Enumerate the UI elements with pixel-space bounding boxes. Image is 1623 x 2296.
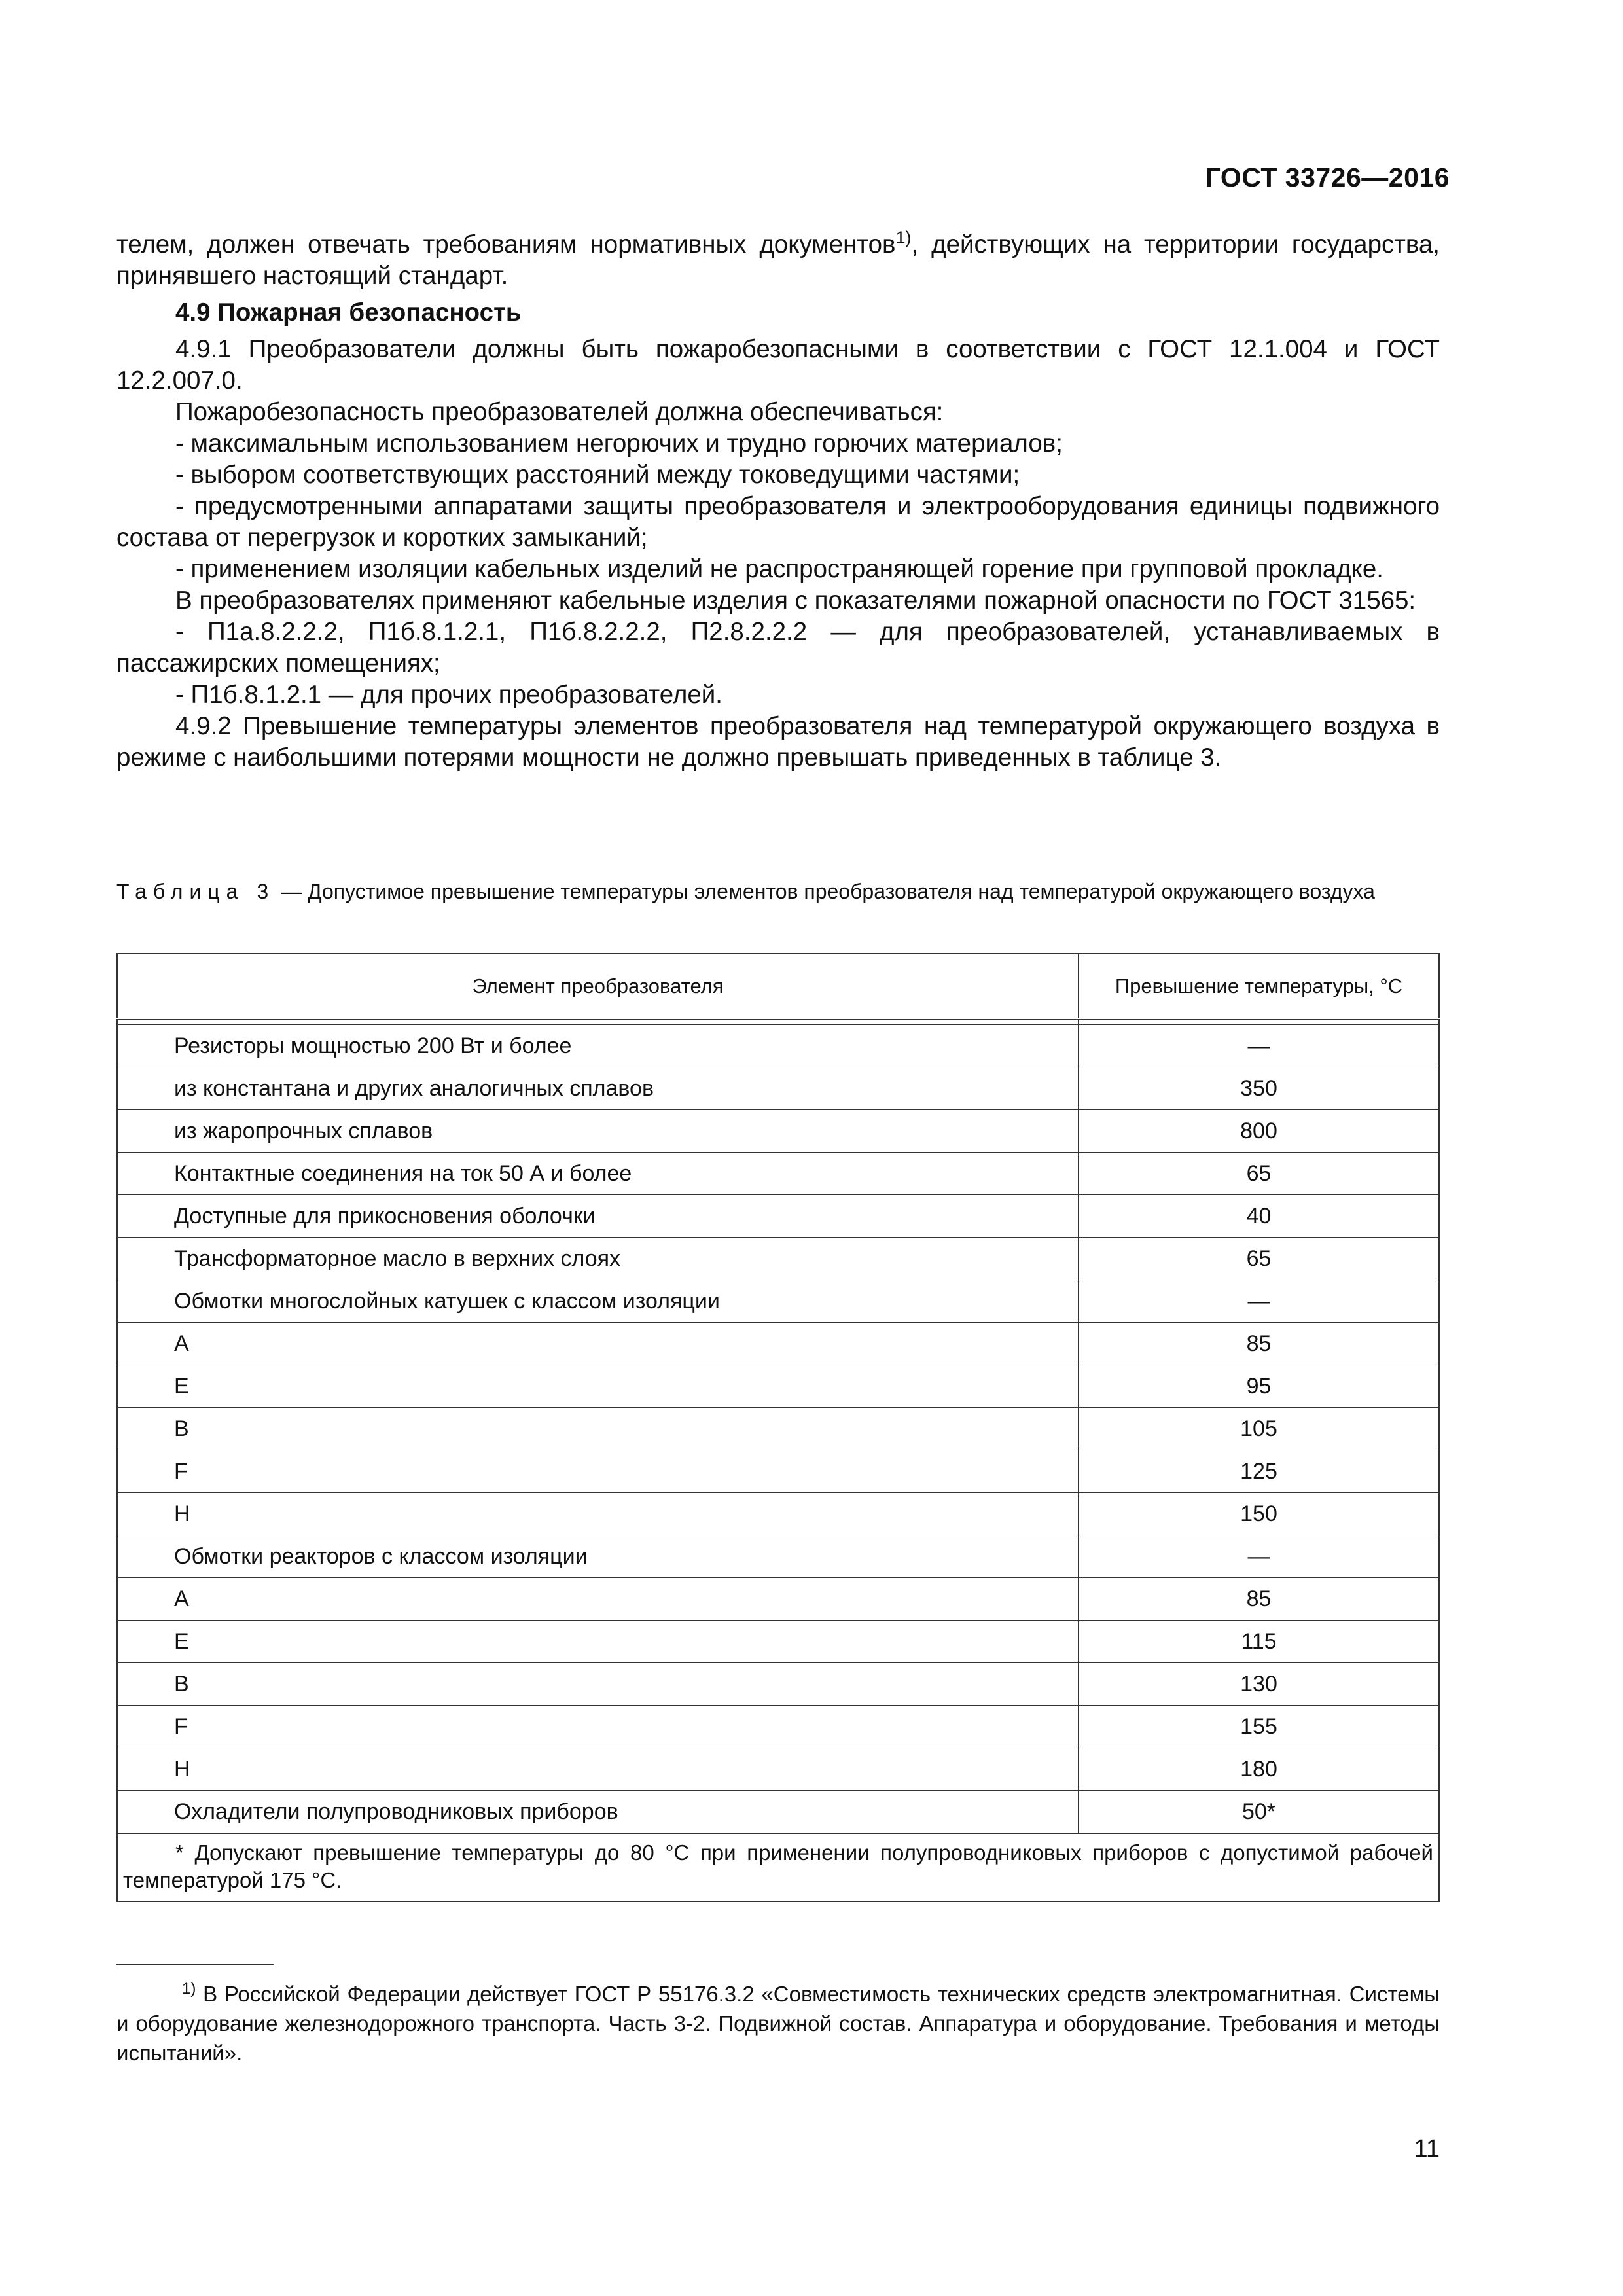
table-note-row (117, 1833, 1439, 1901)
element-cell: из константана и других аналогичных сплавов (117, 1067, 1079, 1110)
column-header-element: Элемент преобразователя (117, 954, 1079, 1019)
table-row (117, 1408, 1439, 1450)
table-row (117, 1323, 1439, 1365)
paragraph-4-9-1: 4.9.1 Преобразователи должны быть пожаробезопасными в соответствии с ГОСТ 12.1.004 и ГОСТ 12.2.007.0. (116, 335, 1440, 395)
temperature-cell: 65 (1079, 1153, 1439, 1195)
element-cell: Е (117, 1365, 1079, 1408)
element-cell: Резисторы мощностью 200 Вт и более (117, 1025, 1079, 1067)
temperature-cell: 65 (1079, 1238, 1439, 1280)
footnote (116, 1979, 1440, 2068)
table-row (117, 1535, 1439, 1578)
table-row (117, 1578, 1439, 1621)
table-row (117, 1663, 1439, 1706)
paragraph-fire-safety: Пожаробезопасность преобразователей должна обеспечиваться: (175, 398, 944, 426)
element-cell: В (117, 1408, 1079, 1450)
temperature-cell: 130 (1079, 1663, 1439, 1706)
list-item: - предусмотренными аппаратами защиты преобразователя и электрооборудования единицы подвижного состава от перегрузок и коротких замыканий; (116, 492, 1440, 552)
element-cell: из жаропрочных сплавов (117, 1110, 1079, 1153)
table-body (117, 1019, 1439, 1902)
element-cell: Е (117, 1621, 1079, 1663)
list-item: - применением изоляции кабельных изделий не распространяющей горение при групповой прокладке. (175, 555, 1384, 583)
temperature-cell: — (1079, 1280, 1439, 1323)
table-row (117, 1280, 1439, 1323)
paragraph-continuation (116, 229, 1440, 292)
paragraph-4-9-2: 4.9.2 Превышение температуры элементов преобразователя над температурой окружающего воздуха в режиме с наибольшими потерями мощности не должно превышать приведенных в таблице 3. (116, 712, 1440, 772)
table-row (117, 1621, 1439, 1663)
paragraph-text: , действующих на территории государства, принявшего настоящий стандарт. (116, 230, 1440, 290)
temperature-cell: — (1079, 1025, 1439, 1067)
table-note: * Допускают превышение температуры до 80 °С при применении полупроводниковых приборов с допустимой рабочей температурой 175 °С. (117, 1833, 1439, 1901)
table-caption-text: — Допустимое превышение температуры элементов преобразователя над температурой окружающего воздуха (275, 880, 1375, 903)
footnote-marker: 1) (182, 1980, 196, 1998)
temperature-cell: 155 (1079, 1706, 1439, 1748)
element-cell: Доступные для прикосновения оболочки (117, 1195, 1079, 1238)
temperature-cell: 40 (1079, 1195, 1439, 1238)
standard-code-header: ГОСТ 33726—2016 (1205, 162, 1450, 192)
table-row (117, 1110, 1439, 1153)
temperature-cell: 125 (1079, 1450, 1439, 1493)
temperature-cell: 95 (1079, 1365, 1439, 1408)
list-item: - П1б.8.1.2.1 — для прочих преобразователей. (175, 681, 722, 709)
table-caption-label: Таблица 3 (116, 880, 276, 903)
temperature-cell: 800 (1079, 1110, 1439, 1153)
paragraph-cables: В преобразователях применяют кабельные изделия с показателями пожарной опасности по ГОСТ 31565: (175, 586, 1416, 615)
table-row (117, 1067, 1439, 1110)
footnote-divider (116, 1964, 274, 1965)
temperature-table (116, 953, 1440, 1902)
list-item: - выбором соответствующих расстояний между токоведущими частями; (175, 461, 1020, 489)
element-cell: Трансформаторное масло в верхних слоях (117, 1238, 1079, 1280)
footnote-text: В Российской Федерации действует ГОСТ Р 55176.3.2 «Совместимость технических средств электромагнитная. Системы и оборудование железнодорожного транспорта. Часть 3-2. Подвижной состав. Аппаратура и оборудование. Требования и методы испытаний». (116, 1982, 1440, 2065)
element-cell: Н (117, 1493, 1079, 1535)
element-cell: Охладители полупроводниковых приборов (117, 1791, 1079, 1834)
element-cell: В (117, 1663, 1079, 1706)
temperature-cell: 85 (1079, 1578, 1439, 1621)
element-cell: F (117, 1450, 1079, 1493)
temperature-cell: 150 (1079, 1493, 1439, 1535)
table-row (117, 1365, 1439, 1408)
table-header-row (117, 954, 1439, 1019)
table-row (117, 1748, 1439, 1791)
element-cell: Н (117, 1748, 1079, 1791)
temperature-cell: 85 (1079, 1323, 1439, 1365)
column-header-temperature: Превышение температуры, °С (1079, 954, 1439, 1019)
element-cell: F (117, 1706, 1079, 1748)
table-row (117, 1493, 1439, 1535)
element-cell: Контактные соединения на ток 50 А и более (117, 1153, 1079, 1195)
temperature-cell: 115 (1079, 1621, 1439, 1663)
body-text (116, 229, 1440, 774)
temperature-cell: — (1079, 1535, 1439, 1578)
temperature-cell: 180 (1079, 1748, 1439, 1791)
page-number: 11 (1414, 2135, 1440, 2162)
element-cell: Обмотки реакторов с классом изоляции (117, 1535, 1079, 1578)
table-caption (116, 878, 1440, 905)
table-row (117, 1791, 1439, 1834)
header-separator (117, 1019, 1439, 1025)
element-cell: А (117, 1323, 1079, 1365)
table-row (117, 1238, 1439, 1280)
element-cell: А (117, 1578, 1079, 1621)
element-cell: Обмотки многослойных катушек с классом изоляции (117, 1280, 1079, 1323)
list-item: - максимальным использованием негорючих и трудно горючих материалов; (175, 429, 1063, 457)
list-item: - П1а.8.2.2.2, П1б.8.1.2.1, П1б.8.2.2.2, П2.8.2.2.2 — для преобразователей, устанавливаемых в пассажирских помещениях; (116, 618, 1440, 677)
temperature-cell: 105 (1079, 1408, 1439, 1450)
footnote-ref: 1) (895, 228, 912, 247)
table-row (117, 1025, 1439, 1067)
section-heading: 4.9 Пожарная безопасность (175, 298, 522, 327)
temperature-cell: 350 (1079, 1067, 1439, 1110)
table-row (117, 1706, 1439, 1748)
paragraph-text: телем, должен отвечать требованиям нормативных документов (116, 230, 896, 259)
table-row (117, 1195, 1439, 1238)
table-row (117, 1153, 1439, 1195)
temperature-cell: 50* (1079, 1791, 1439, 1834)
table-row (117, 1450, 1439, 1493)
